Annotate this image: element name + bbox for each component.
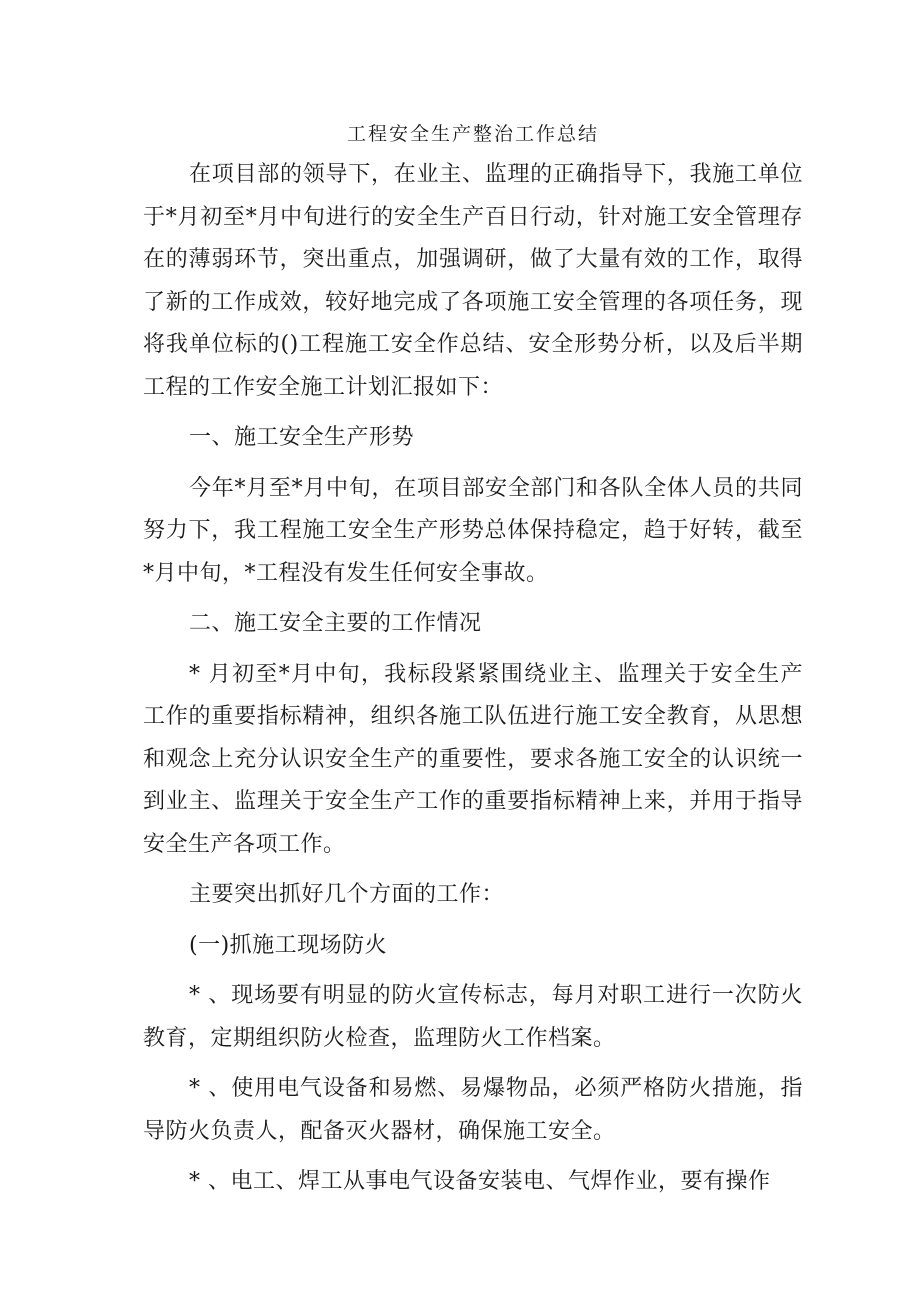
subsection-1-item-2: * 、使用电气设备和易燃、易爆物品，必须严格防火措施，指导防火负责人，配备灭火器材，确保施工安全。	[143, 1076, 803, 1144]
spacer	[143, 1153, 803, 1161]
spacer	[143, 967, 803, 975]
subsection-1-item-3: * 、电工、焊工从事电气设备安装电、气焊作业，要有操作	[189, 1169, 771, 1194]
spacer	[143, 1060, 803, 1068]
document-title: 工程安全生产整治工作总结	[346, 123, 599, 145]
spacer	[143, 595, 803, 603]
spacer	[143, 917, 803, 925]
spacer	[143, 866, 803, 874]
section-1-heading: 一、施工安全生产形势	[189, 425, 415, 450]
focus-intro: 主要突出抓好几个方面的工作：	[189, 882, 505, 907]
subsection-1-heading: (一)抓施工现场防火	[189, 932, 388, 958]
subsection-1-item-1: * 、现场要有明显的防火宣传标志，每月对职工进行一次防火教育，定期组织防火检查，监理防火工作档案。	[143, 983, 803, 1051]
section-1-paragraph: 今年*月至*月中旬，在项目部安全部门和各队全体人员的共同努力下，我工程施工安全生产形势总体保持稳定，趋于好转，截至*月中旬，*工程没有发生任何安全事故。	[143, 475, 803, 586]
spacer	[143, 409, 803, 417]
section-2-paragraph: * 月初至*月中旬，我标段紧紧围绕业主、监理关于安全生产工作的重要指标精神，组织各施工队伍进行施工安全教育，从思想和观念上充分认识安全生产的重要性，要求各施工安全的认识统一到业主、监理关于安全生产工作的重要指标精神上来，并用于指导安全生产各项工作。	[143, 661, 803, 857]
spacer	[143, 646, 803, 654]
document-page	[143, 116, 803, 1204]
section-2-heading: 二、施工安全主要的工作情况	[189, 611, 482, 636]
intro-paragraph: 在项目部的领导下，在业主、监理的正确指导下，我施工单位于*月初至*月中旬进行的安全生产百日行动，针对施工安全管理存在的薄弱环节，突出重点，加强调研，做了大量有效的工作，取得了新的工作成效，较好地完成了各项施工安全管理的各项任务，现将我单位标的()工程施工安全作总结、安全形势分析，以及后半期工程的工作安全施工计划汇报如下：	[143, 162, 803, 400]
spacer	[143, 460, 803, 468]
